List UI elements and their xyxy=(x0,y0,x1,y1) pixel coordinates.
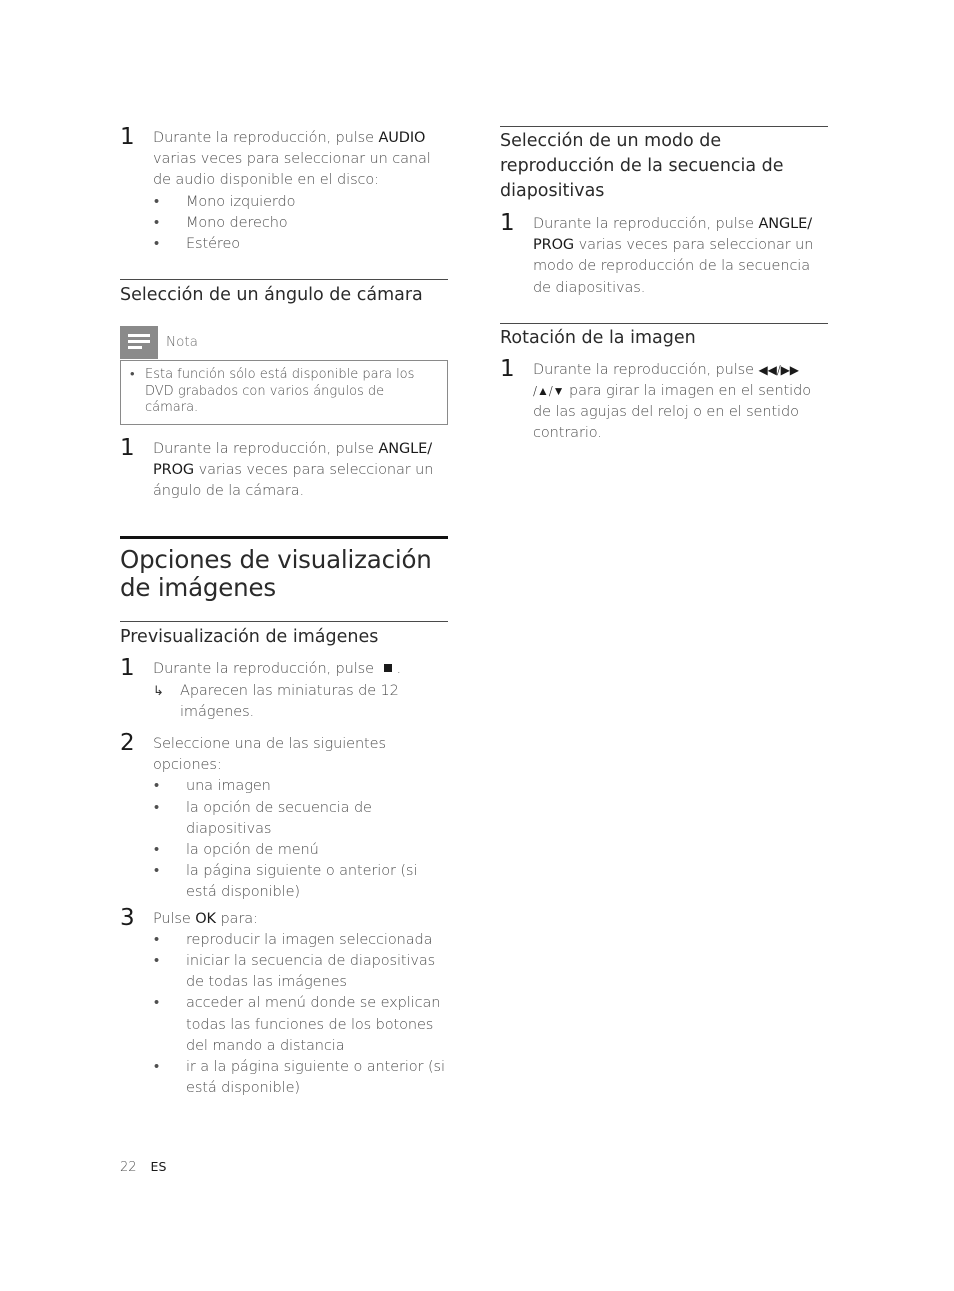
step-number: 3 xyxy=(120,904,135,931)
list-item: • la opción de secuencia de diapositivas xyxy=(154,799,372,837)
preview-step-3: 3 Pulse OK para: xyxy=(120,904,258,931)
list-item: • Mono izquierdo xyxy=(154,193,296,210)
section-title-angle: Selección de un ángulo de cámara xyxy=(120,285,423,306)
result-line: ↳ Aparecen las miniaturas de 12 imágenes. xyxy=(153,682,399,720)
step-number: 1 xyxy=(120,655,135,682)
chapter-divider xyxy=(120,536,448,539)
step-number: 1 xyxy=(120,434,135,461)
angle-prog-key: ANGLE/ PROG xyxy=(533,216,812,254)
preview-step-2: 2 Seleccione una de las siguientes opciones: xyxy=(120,729,386,774)
audio-key: AUDIO xyxy=(378,130,426,146)
step-text-post: varias veces para seleccionar un canal de audio disponible en el disco: xyxy=(153,151,431,189)
slideshow-step: 1 Durante la reproducción, pulse ANGLE/ PROG varias veces para seleccionar un modo de reproducción de la secuencia de diapositivas. xyxy=(500,210,814,296)
audio-options-list xyxy=(120,192,448,256)
list-item: • iniciar la secuencia de diapositivas de todas las imágenes xyxy=(154,952,436,991)
left-column xyxy=(120,124,448,1099)
list-item: • ir a la página siguiente o anterior (si está disponible) xyxy=(154,1058,445,1097)
list-item: • reproducir la imagen seleccionada xyxy=(154,931,433,948)
rewind-forward-icon: ◀◀/▶▶ xyxy=(758,362,799,377)
page-footer xyxy=(120,1159,166,1175)
stop-icon xyxy=(384,664,392,672)
rotate-step: 1 Durante la reproducción, pulse ◀◀/▶▶ /▲/▼ para girar la imagen en el sentido de las agujas del reloj o en el sentido contrario. xyxy=(500,355,811,442)
list-item: • Mono derecho xyxy=(154,214,288,231)
list-item: • una imagen xyxy=(154,778,271,795)
chapter-title: Opciones de visualización de imágenes xyxy=(120,545,432,603)
section-divider xyxy=(500,126,828,127)
audio-step xyxy=(120,124,448,192)
preview-options-list xyxy=(120,776,448,903)
section-title-rotate: Rotación de la imagen xyxy=(500,327,696,348)
section-title-preview: Previsualización de imágenes xyxy=(120,627,379,648)
section-divider xyxy=(120,621,448,622)
step-text-pre: Durante la reproducción, pulse xyxy=(153,130,379,146)
note-header xyxy=(120,326,448,360)
preview-step-1: 1 Durante la reproducción, pulse . ↳ Aparecen las miniaturas de 12 imágenes. xyxy=(120,659,448,723)
note-text: Esta función sólo está disponible para los DVD grabados con varios ángulos de cámara. xyxy=(145,367,415,416)
right-column xyxy=(500,126,828,445)
step-number: 1 xyxy=(500,355,515,382)
step-number: 1 xyxy=(120,124,135,150)
list-item: • la opción de menú xyxy=(154,841,319,858)
note-box xyxy=(120,326,448,425)
ok-key: OK xyxy=(195,910,216,927)
arrow-right-icon: ↳ xyxy=(153,683,164,699)
ok-options-list xyxy=(120,930,448,1100)
step-number: 1 xyxy=(500,210,515,236)
note-icon xyxy=(120,326,158,359)
list-item: • acceder al menú donde se explican todas las funciones de los botones del mando a distancia xyxy=(154,995,441,1054)
angle-prog-key: ANGLE/ PROG xyxy=(153,440,432,478)
section-divider xyxy=(120,279,448,280)
step-number: 2 xyxy=(120,729,135,756)
language-code: ES xyxy=(150,1159,167,1174)
list-item: • la página siguiente o anterior (si está disponible) xyxy=(154,863,418,901)
up-down-icon: /▲/▼ xyxy=(533,384,565,399)
section-divider xyxy=(500,323,828,324)
note-label: Nota xyxy=(166,334,198,351)
section-title-slideshow: Selección de un modo de reproducción de la secuencia de diapositivas xyxy=(500,131,784,201)
angle-step: 1 Durante la reproducción, pulse ANGLE/ PROG varias veces para seleccionar un ángulo de la cámara. xyxy=(120,434,434,500)
page-number: 22 xyxy=(120,1160,137,1175)
list-item: • Estéreo xyxy=(154,236,241,253)
note-body: • Esta función sólo está disponible para los DVD grabados con varios ángulos de cámara. xyxy=(120,360,448,425)
